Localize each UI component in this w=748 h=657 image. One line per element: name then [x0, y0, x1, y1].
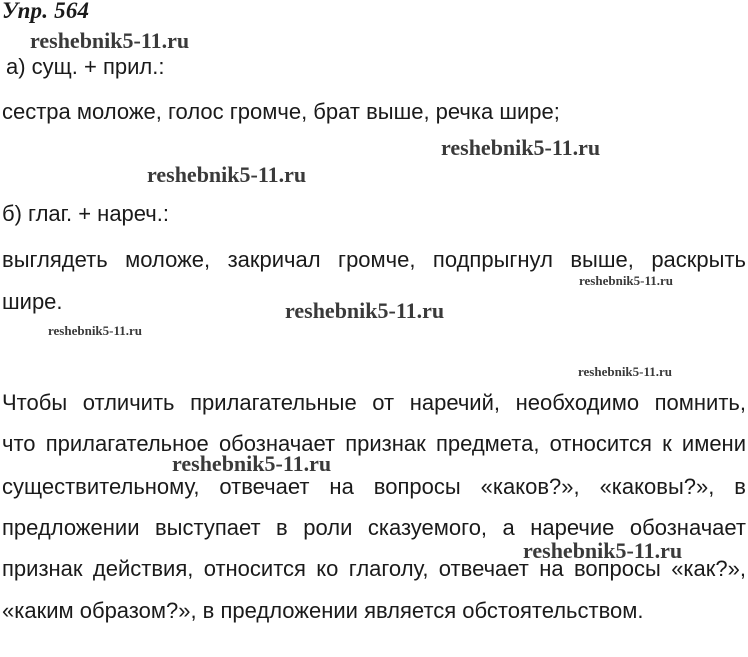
- watermark: reshebnik5-11.ru: [30, 28, 190, 53]
- explanation-line-6: «каким образом?», в предложении является обстоятельством.: [2, 598, 644, 623]
- watermark: reshebnik5-11.ru: [147, 162, 307, 187]
- part-a-text: сестра моложе, голос громче, брат выше, речка шире;: [2, 99, 560, 124]
- explanation-line-4: предложении выступает в роли сказуемого, а наречие обозначает: [2, 515, 746, 540]
- watermark: reshebnik5-11.ru: [441, 135, 601, 160]
- part-b-header: б) глаг. + нареч.:: [2, 201, 169, 226]
- watermark: reshebnik5-11.ru: [172, 451, 332, 476]
- part-a-header: а) сущ. + прил.:: [6, 54, 165, 79]
- watermark: reshebnik5-11.ru: [285, 298, 445, 323]
- watermark: reshebnik5-11.ru: [578, 364, 673, 379]
- explanation-line-3: существительному, отвечает на вопросы «каков?», «каковы?», в: [2, 474, 746, 499]
- part-b-line-2: шире.: [2, 289, 63, 314]
- exercise-title: Упр. 564: [2, 0, 90, 23]
- watermark: reshebnik5-11.ru: [523, 538, 683, 563]
- watermark: reshebnik5-11.ru: [579, 273, 674, 288]
- watermark: reshebnik5-11.ru: [48, 323, 143, 338]
- explanation-line-1: Чтобы отличить прилагательные от наречий, необходимо помнить,: [2, 390, 746, 415]
- explanation-line-2: что прилагательное обозначает признак предмета, относится к имени: [2, 431, 746, 456]
- part-b-line-1: выглядеть моложе, закричал громче, подпрыгнул выше, раскрыть: [2, 247, 746, 272]
- explanation-line-5: признак действия, относится ко глаголу, отвечает на вопросы «как?»,: [2, 556, 746, 581]
